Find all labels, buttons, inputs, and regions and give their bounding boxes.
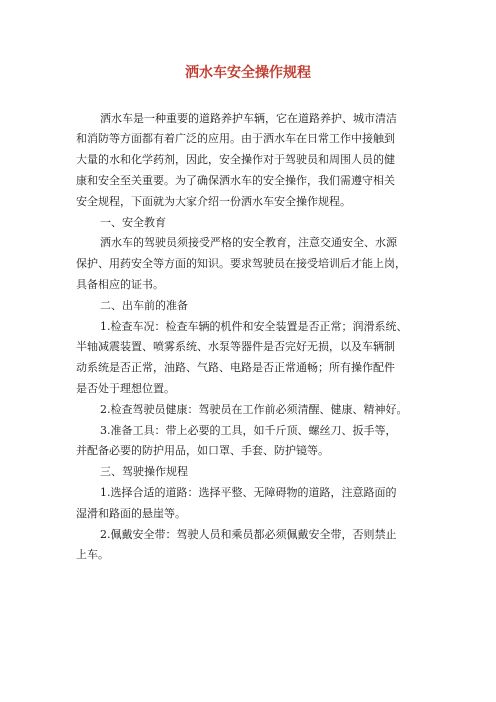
paragraph-line: 大量的水和化学药剂，因此，安全操作对于驾驶员和周围人员的健: [76, 153, 395, 166]
paragraph-line: 洒水车的驾驶员须接受严格的安全教育，注意交通安全、水源: [100, 236, 397, 249]
paragraph-line: 康和安全至关重要。为了确保洒水车的安全操作，我们需遵守相关: [76, 174, 395, 187]
paragraph-line: 并配备必要的防护用品，如口罩、手套、防护镜等。: [76, 444, 329, 457]
paragraph-line: 和消防等方面都有着广泛的应用。由于洒水车在日常工作中接触到: [76, 132, 395, 145]
paragraph-line: 洒水车是一种重要的道路养护车辆，它在道路养护、城市清洁: [100, 112, 397, 125]
paragraph-line: 2.检查驾驶员健康：驾驶员在工作前必须清醒、健康、精神好。: [100, 403, 408, 416]
paragraph-line: 3.准备工具：带上必要的工具，如千斤顶、螺丝刀、扳手等，: [100, 424, 397, 437]
section-heading: 一、安全教育: [100, 216, 166, 229]
paragraph-line: 是否处于理想位置。: [76, 382, 175, 395]
paragraph-line: 2.佩戴安全带：驾驶人员和乘员都必须佩戴安全带，否则禁止: [100, 528, 397, 541]
section-heading: 二、出车前的准备: [100, 299, 188, 312]
paragraph-line: 1.检查车况：检查车辆的机件和安全装置是否正常；润滑系统、: [100, 320, 408, 333]
paragraph-line: 1.选择合适的道路：选择平整、无障碍物的道路，注意路面的: [100, 486, 397, 499]
section-heading: 三、驾驶操作规程: [100, 465, 188, 478]
paragraph-line: 上车。: [76, 548, 109, 561]
document-title: 洒水车安全操作规程: [185, 65, 311, 81]
paragraph-line: 湿滑和路面的悬崖等。: [76, 507, 186, 520]
paragraph-line: 安全规程，下面就为大家介绍一份洒水车安全操作规程。: [76, 195, 351, 208]
paragraph-line: 保护、用药安全等方面的知识。要求驾驶员在接受培训后才能上岗，: [76, 257, 406, 270]
paragraph-line: 半轴减震装置、喷雾系统、水泵等器件是否完好无损，以及车辆制: [76, 340, 395, 353]
paragraph-line: 动系统是否正常，油路、气路、电路是否正常通畅；所有操作配件: [76, 361, 395, 374]
paragraph-line: 具备相应的证书。: [76, 278, 164, 291]
